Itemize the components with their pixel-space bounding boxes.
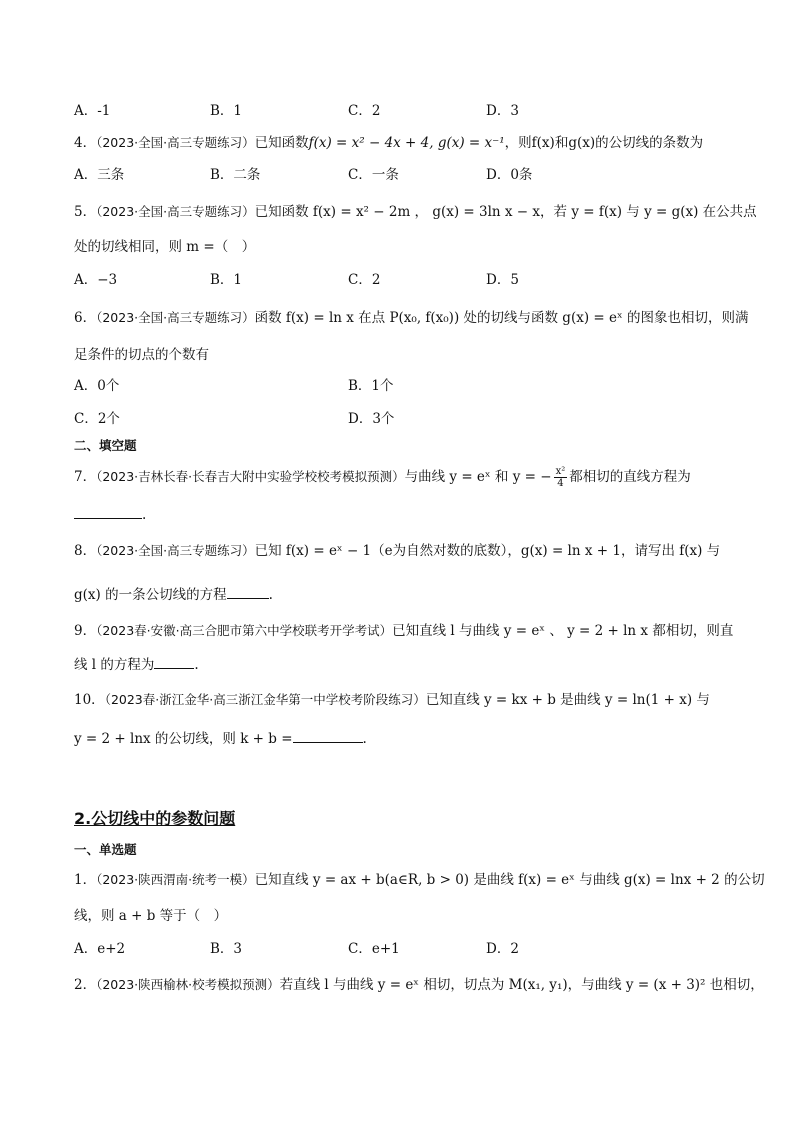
q5-line1: 已知函数 f(x) = x² − 2m ， g(x) = 3ln x − x，若 y = f(x) 与 y = g(x) 在公共点 [254,204,757,220]
q7-text-b: 都相切的直线方程为 [569,469,691,485]
q6-option-b: B．1个 [348,378,394,394]
q5-option-c: C．2 [348,272,381,288]
p1-line1: 已知直线 y = ax + b(a∈R, b > 0) 是曲线 f(x) = eˣ 与曲线 g(x) = lnx + 2 的公切 [254,872,765,888]
q4-option-a: A．三条 [74,167,125,183]
q8-stem-line1 [74,542,720,560]
q8-line1: 已知 f(x) = eˣ − 1（e为自然对数的底数），g(x) = ln x + 1，请写出 f(x) 与 [254,543,721,559]
q6-stem-line1 [74,309,749,327]
section-2-title: 2.公切线中的参数问题 [74,809,236,828]
q6-stem-line2: 足条件的切点的个数有 [74,347,209,363]
q5-stem-line2: 处的切线相同，则 m =（ ） [74,239,256,255]
q7-fraction [554,466,568,489]
q4-text: 已知函数 [254,135,309,151]
q6-option-a: A．0个 [74,378,120,394]
q9-stem-line2: 线 l 的方程为 . [74,654,199,674]
q7-frac-num: x² [555,466,566,477]
q9-line2: 线 l 的方程为 [74,657,155,673]
q5-option-d: D．5 [486,272,519,288]
q4-rest: ，则f(x)和g(x)的公切线的条数为 [504,135,704,151]
q4-stem [74,134,703,152]
q9-line1: 已知直线 l 与曲线 y = eˣ 、 y = 2 + ln x 都相切，则直 [392,623,734,639]
p2-number: 2． [74,977,97,993]
p1-source: （2023·陕西渭南·统考一模） [96,872,255,887]
q8-answer-blank[interactable] [227,584,269,599]
section-single-choice-title: 一、单选题 [74,842,137,857]
q3-option-b: B．1 [210,103,243,119]
q6-source: （2023·全国·高三专题练习） [96,310,255,325]
q8-number: 8． [74,543,97,559]
p1-stem-line2: 线，则 a + b 等于（ ） [74,908,228,924]
p1-number: 1． [74,872,97,888]
q4-option-c: C．一条 [348,167,399,183]
q5-stem-line1 [74,203,757,221]
q8-source: （2023·全国·高三专题练习） [96,543,255,558]
q7-number: 7． [74,469,97,485]
q7-source: （2023·吉林长春·长春吉大附中实验学校校考模拟预测） [96,469,405,484]
p2-source: （2023·陕西榆林·校考模拟预测） [96,977,280,992]
q3-option-d: D．3 [486,103,519,119]
q5-option-a: A．−3 [74,272,118,288]
q6-option-c: C．2个 [74,411,120,427]
q4-number: 4． [74,135,97,151]
q8-stem-line2: g(x) 的一条公切线的方程 . [74,584,273,604]
p1-stem-line1 [74,871,765,889]
q9-answer-blank[interactable] [154,654,194,669]
q3-option-a: A．-1 [74,103,111,119]
q5-option-b: B．1 [210,272,243,288]
p1-option-a: A．e+2 [74,941,126,957]
p2-stem-line1 [74,976,764,994]
p1-option-c: C．e+1 [348,941,400,957]
p1-option-d: D．2 [486,941,519,957]
q8-line2: g(x) 的一条公切线的方程 [74,587,227,603]
section-fill-in-title: 二、填空题 [74,438,137,453]
q6-option-d: D．3个 [348,411,395,427]
q3-option-c: C．2 [348,103,381,119]
q10-answer-blank[interactable] [293,728,363,743]
q6-line1: 函数 f(x) = ln x 在点 P(x₀, f(x₀)) 处的切线与函数 g(x) = eˣ 的图象也相切，则满 [254,310,749,326]
q4-option-d: D．0条 [486,167,533,183]
q7-frac-den: 4 [557,478,564,489]
q5-source: （2023·全国·高三专题练习） [96,204,255,219]
q7-answer-line: . [74,504,146,524]
q7-stem [74,466,691,489]
q4-option-b: B．二条 [210,167,261,183]
q7-answer-blank[interactable] [74,504,142,519]
q4-source: （2023·全国·高三专题练习） [96,135,255,150]
q10-stem-line1 [74,691,710,709]
p1-option-b: B．3 [210,941,243,957]
p2-line1: 若直线 l 与曲线 y = eˣ 相切，切点为 M(x₁, y₁)，与曲线 y = (x + 3)² 也相切， [279,977,764,993]
q10-number: 10． [74,692,105,708]
q10-line1: 已知直线 y = kx + b 是曲线 y = ln(1 + x) 与 [425,692,710,708]
q10-source: （2023春·浙江金华·高三浙江金华第一中学校考阶段练习） [104,692,426,707]
q5-number: 5． [74,204,97,220]
q7-text-a: 与曲线 y = eˣ 和 y = − [404,469,552,485]
q9-number: 9． [74,623,97,639]
q4-formula: f(x) = x² − 4x + 4, g(x) = x⁻¹ [308,135,505,151]
q10-line2: y = 2 + lnx 的公切线，则 k + b = [74,731,293,747]
q9-stem-line1 [74,622,733,640]
q6-number: 6． [74,310,97,326]
q9-source: （2023春·安徽·高三合肥市第六中学校联考开学考试） [96,623,393,638]
q10-stem-line2: y = 2 + lnx 的公切线，则 k + b = . [74,728,367,748]
